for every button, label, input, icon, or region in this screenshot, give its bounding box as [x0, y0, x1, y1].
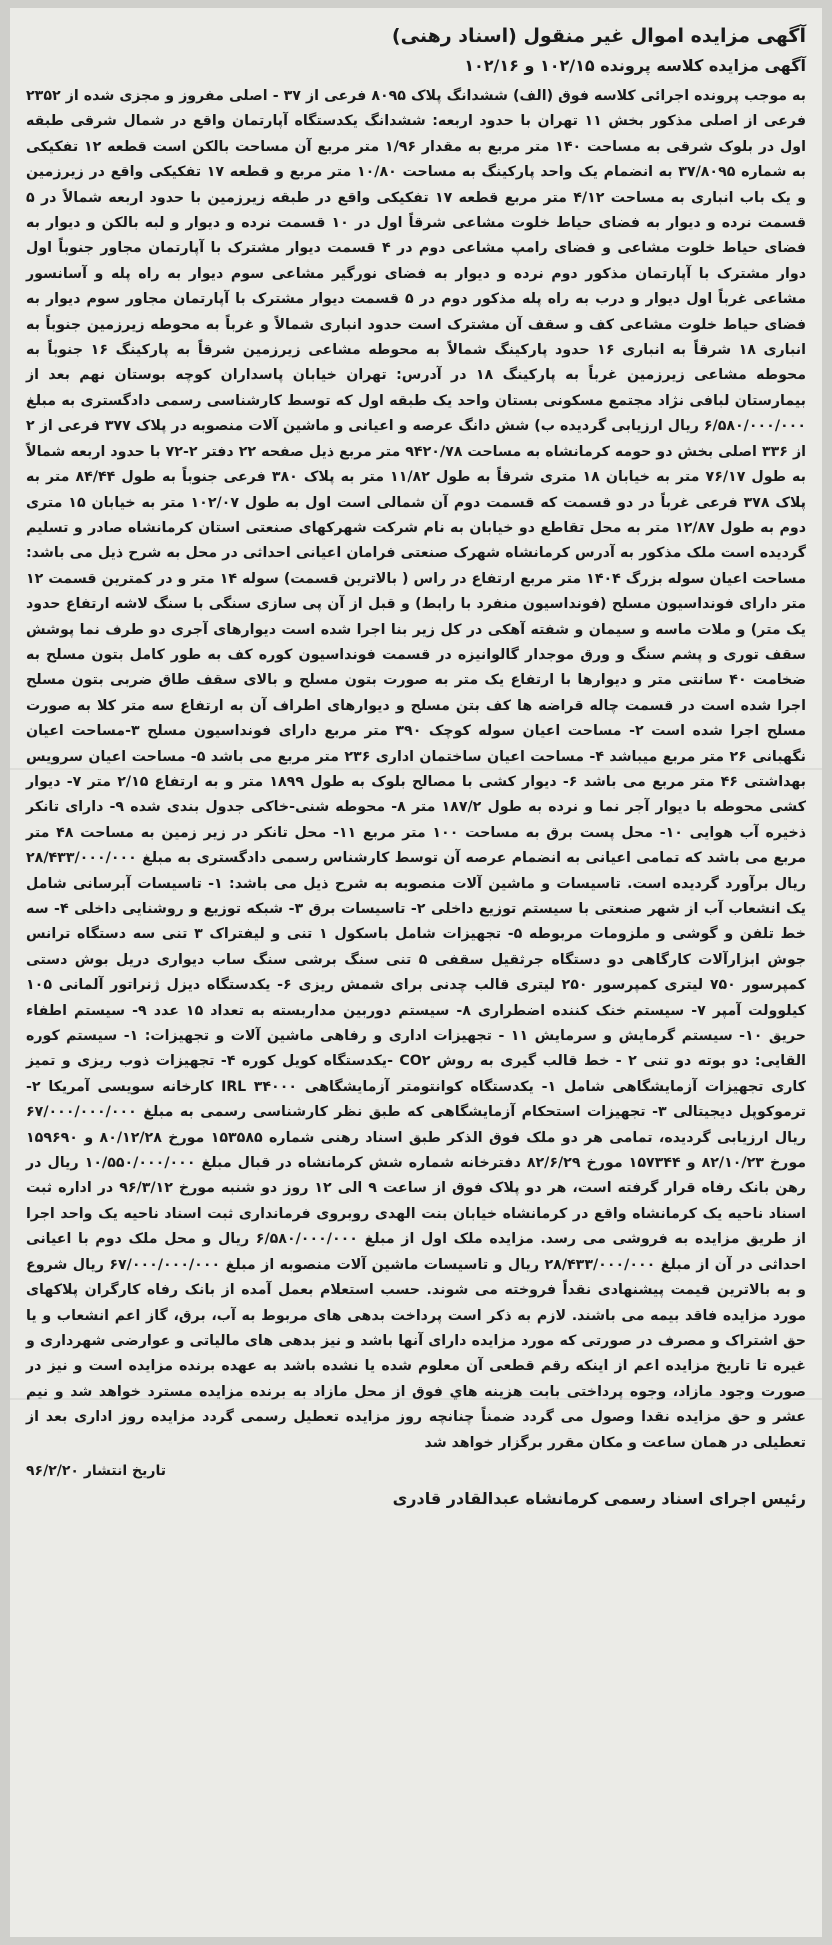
notice-subtitle: آگهی مزایده کلاسه پرونده ۱۰۲/۱۵ و ۱۰۲/۱۶ [464, 56, 806, 75]
fold-line [10, 768, 822, 770]
notice-title: آگهی مزایده اموال غیر منقول (اسناد رهنی) [391, 25, 806, 47]
notice-body: به موجب پرونده اجرائی کلاسه فوق (الف) ششدانگ پلاک ۸۰۹۵ فرعی از ۳۷ - اصلی مفروز و مجزی شده از ۲۳۵۲ فرعی از اصلی مذکور بخش ۱۱ تهران با حدود اربعه: ششدانگ یکدستگاه آپارتمان واقع در شمال شرقی طبقه اول در بلوک شرقی به مساحت ۱۴۰ متر مربع به مقدار ۱/۹۶ متر مربع آن مساحت بالکن است قطعه ۱۲ تفکیکی به شماره ۳۷/۸۰۹۵ به انضمام یک واحد پارکینگ به مساحت ۱۰/۸۰ متر مربع و قطعه ۱۷ تفکیکی واقع در زیرزمین و یک باب انباری به مساحت ۴/۱۲ متر مربع قطعه ۱۷ تفکیکی واقع در طبقه زیرزمین با حدود اربعه شمالاً در ۵ قسمت نرده و دیوار به فضای حیاط خلوت مشاعی شرقاً اول در ۱۰ قسمت نرده و دیوار و لبه بالکن و دیوار به فضای حیاط خلوت مشاعی و فضای رامپ مشاعی دوم در ۴ قسمت دیوار مشترک با آپارتمان مجاور جنوباً اول دوار مشترک با آپارتمان مذکور دوم نرده و دیوار به فضای نورگیر مشاعی سوم دیوار به راه پله و آسانسور مشاعی غرباً اول دیوار و درب به راه پله مذکور دوم در ۵ قسمت دیوار مشترک با آپارتمان مجاور سوم دیوار به فضای حیاط خلوت مشاعی کف و سقف آن مشترک است حدود انباری شمالاً و غرباً به محوطه زیرزمین جنوباً به انباری ۱۸ شرقاً به انباری ۱۶ حدود پارکینگ شمالاً به محوطه مشاعی زیرزمین شرقاً به پارکینگ ۱۶ جنوباً به محوطه مشاعی زیرزمین غرباً به پارکینگ ۱۸ در آدرس: تهران خیابان پاسداران کوچه بوستان نهم بعد از بیمارستان لبافی نژاد مجتمع مسکونی بستان واحد یک طبقه اول که توسط کارشناسی رسمی دادگستری به مبلغ ۶/۵۸۰/۰۰۰/۰۰۰ ریال ارزیابی گردیده ب) شش دانگ عرصه و اعیانی و ماشین آلات منصوبه در پلاک ۳۷۷ فرعی از ۲ از ۳۳۶ اصلی بخش دو حومه کرمانشاه به مساحت ۹۴۲۰/۷۸ متر مربع ذیل صفحه ۲۲ دفتر ۲-۷۲ با حدود اربعه شمالاً به طول ۷۶/۱۷ متر به خیابان ۱۸ متری شرقاً به طول ۱۱/۸۲ متر به پلاک ۳۸۰ فرعی جنوباً به طول ۸۴/۴۴ متر به پلاک ۳۷۸ فرعی غرباً در دو قسمت که قسمت دوم آن شمالی است اول به طول ۱۰۲/۰۷ متر به خیابان ۱۵ متری دوم به طول ۱۲/۸۷ متر به محل تقاطع دو خیابان به نام شرکت شهرکهای صنعتی استان کرمانشاه صادر و تسلیم گردیده است ملک مذکور به آدرس کرمانشاه شهرک صنعتی فرامان اعیانی احداثی در محل به شرح ذیل می باشد: مساحت اعیان سوله بزرگ ۱۴۰۴ متر مربع ارتفاع در راس ( بالاترین قسمت) سوله ۱۴ متر و در کمترین قسمت ۱۲ متر دارای فونداسیون مسلح (فونداسیون منفرد با رابط) و قبل از آن پی سازی سنگی با سنگ لاشه ارتفاع حدود یک متر) و ملات ماسه و سیمان و شفته آهکی در کل زیر بنا اجرا شده است دیوارهای آجری دو طرف نما پوشش سقف توری و پشم سنگ و ورق موجدار گالوانیزه در قسمت فونداسیون کوره کف به طور کامل بتون مسلح به ضخامت ۴۰ سانتی متر و دیوارها با ارتفاع یک متر به صورت بتون مسلح و بالای سقف طاق ضربی بتون مسلح اجرا شده است در قسمت چاله قراضه ها کف بتن مسلح و دیوارهای اطراف آن به ارتفاع سه متر کلا به صورت مسلح اجرا شده است ۲- مساحت اعیان سوله کوچک ۳۹۰ متر مربع دارای فونداسیون مسلح ۳-مساحت اعیان نگهبانی ۲۶ متر مربع میباشد ۴- مساحت اعیان ساختمان اداری ۲۳۶ متر مربع می باشد ۵- مساحت اعیان سرویس بهداشتی ۴۶ متر مربع می باشد ۶- دیوار کشی با مصالح بلوک به طول ۱۸۹۹ متر و به ارتفاع ۲/۱۵ متر ۷- دیوار کشی محوطه با دیوار آجر نما و نرده به طول ۱۸۷/۲ متر ۸- محوطه شنی-خاکی جدول بندی شده ۹- دارای تانکر ذخیره آب هوایی ۱۰- محل پست برق به مساحت ۱۰۰ متر مربع ۱۱- محل تانکر در زیر زمین به مساحت ۴۸ متر مربع می باشد که تمامی اعیانی به انضمام عرصه آن توسط کارشناس رسمی دادگستری به مبلغ ۲۸/۴۳۳/۰۰۰/۰۰۰ ریال برآورد گردیده است. تاسیسات و ماشین آلات منصوبه به شرح ذیل می باشد: ۱- تاسیسات آبرسانی شامل یک انشعاب آب از شهر صنعتی با سیستم توزیع داخلی ۲- تاسیسات برق ۳- شبکه توزیع و روشنایی داخلی ۴- سه خط تلفن و گوشی و ملزومات مربوطه ۵- تجهیزات شامل باسکول ۱ تنی و لیفتراک ۳ تنی سه دستگاه ترانس جوش ابزارآلات کارگاهی دو دستگاه جرثقیل سقفی ۵ تنی سنگ برشی سنگ ساب دیواری دریل بوش دستی کمپرسور ۷۵۰ لیتری کمپرسور ۲۵۰ لیتری قالب چدنی برای شمش ریزی ۶- یکدستگاه دیزل ژنراتور آلمانی ۱۰۵ کیلوولت آمپر ۷- سیستم خنک کننده اضطراری ۸- سیستم دوربین مداربسته به تعداد ۱۵ عدد ۹- سیستم اطفاء حریق ۱۰- سیستم گرمایش و سرمایش ۱۱ - تجهیزات اداری و رفاهی ماشین آلات و تجهیزات: ۱- سیستم کوره القایی: دو بوته دو تنی ۲ - خط قالب گیری به روش CO۲ -یکدستگاه کویل کوره ۴- تجهیزات ذوب ریزی و تمیز کاری تجهیزات آزمایشگاهی شامل ۱- یکدستگاه کوانتومتر آزمایشگاهی IRL ۳۴۰۰۰ کارخانه سویسی آمریکا ۲- ترموکوپل دیجیتالی ۳- تجهیزات استحکام آزمایشگاهی که طبق نظر کارشناسی رسمی به مبلغ ۶۷/۰۰۰/۰۰۰/۰۰۰ ریال ارزیابی گردیده، تمامی هر دو ملک فوق الذکر طبق اسناد رهنی شماره ۱۵۳۵۸۵ مورخ ۸۰/۱۲/۲۸ و ۱۵۹۶۹۰ مورخ ۸۲/۱۰/۲۳ و ۱۵۷۳۴۴ مورخ ۸۲/۶/۲۹ دفترخانه شماره شش کرمانشاه در قبال مبلغ ۱۰/۵۵۰/۰۰۰/۰۰۰ ریال در رهن بانک رفاه قرار گرفته است، هر دو پلاک فوق از ساعت ۹ الی ۱۲ روز دو شنبه مورخ ۹۶/۳/۱۲ در اداره ثبت اسناد ناحیه یک کرمانشاه واقع در کرمانشاه خیابان بنت الهدی روبروی فرمانداری ثبت اسناد ناحیه یک واحد اجرا از طریق مزایده به فروشی می رسد. مزایده ملک اول از مبلغ ۶/۵۸۰/۰۰۰/۰۰۰ ریال و محل ملک دوم با اعیانی احداثی در آن از مبلغ ۲۸/۴۳۳/۰۰۰/۰۰۰ ریال و تاسیسات ماشین آلات منصوبه از مبلغ ۶۷/۰۰۰/۰۰۰/۰۰۰ ریال شروع و به بالاترین قیمت پیشنهادی نقداً فروخته می شوند. حسب استعلام بعمل آمده از بانک رفاه کارگران پلاکهای مورد مزایده فاقد بیمه می باشند. لازم به ذکر است پرداخت بدهی های مربوط به آب، برق، گاز اعم انشعاب و یا حق اشتراک و مصرف در صورتی که مورد مزایده دارای آنها باشد و نیز بدهی های مالیاتی و عوارضی شهرداری و غیره تا تاریخ مزایده اعم از اینکه رقم قطعی آن معلوم شده یا نشده باشد به عهده برنده مزایده است و نیز در صورت وجود مازاد، وجوه پرداختی بابت هزینه هاي فوق از محل مازاد به برنده مزایده مسترد خواهد شد و نیم عشر و حق مزایده نقدا وصول می گردد ضمناً چنانچه روز مزایده تعطیل رسمی گردد مزایده روز اداری بعد از تعطیلی در همان ساعت و مکان مقرر برگزار خواهد شد [26, 88, 807, 1451]
publish-date: تاریخ انتشار ۹۶/۲/۲۰ [26, 1462, 166, 1479]
newspaper-clipping [10, 8, 822, 1937]
signature: رئیس اجرای اسناد رسمی کرمانشاه عبدالقادر قادری [392, 1488, 806, 1508]
fold-line [10, 1398, 822, 1400]
